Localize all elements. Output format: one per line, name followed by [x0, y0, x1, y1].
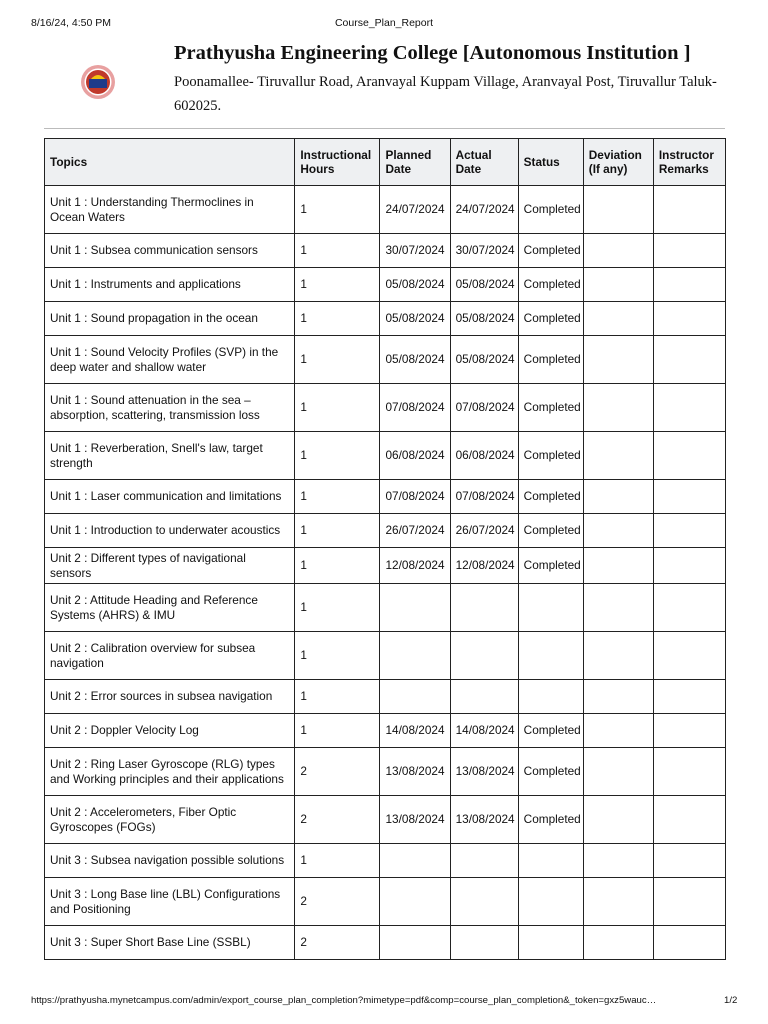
cell-hours: 1 [295, 186, 380, 234]
header-topics: Topics [45, 139, 295, 186]
cell-remarks [653, 268, 725, 302]
college-header [44, 42, 726, 114]
cell-deviation [583, 680, 653, 714]
cell-planned: 05/08/2024 [380, 336, 450, 384]
cell-status: Completed [518, 514, 583, 548]
cell-planned [380, 878, 450, 926]
cell-deviation [583, 714, 653, 748]
cell-deviation [583, 432, 653, 480]
cell-status: Completed [518, 748, 583, 796]
cell-planned: 05/08/2024 [380, 268, 450, 302]
table-row [45, 432, 726, 480]
cell-planned: 06/08/2024 [380, 432, 450, 480]
table-row [45, 878, 726, 926]
cell-actual: 12/08/2024 [450, 548, 518, 584]
cell-hours: 2 [295, 796, 380, 844]
cell-planned [380, 926, 450, 960]
cell-status: Completed [518, 186, 583, 234]
header-planned-date: Planned Date [380, 139, 450, 186]
table-row [45, 384, 726, 432]
table-row [45, 480, 726, 514]
cell-actual: 06/08/2024 [450, 432, 518, 480]
header-actual-date: Actual Date [450, 139, 518, 186]
table-row [45, 796, 726, 844]
cell-planned: 26/07/2024 [380, 514, 450, 548]
cell-hours: 2 [295, 748, 380, 796]
cell-deviation [583, 926, 653, 960]
cell-actual [450, 878, 518, 926]
cell-status: Completed [518, 336, 583, 384]
cell-hours: 1 [295, 632, 380, 680]
cell-hours: 1 [295, 480, 380, 514]
print-header [0, 17, 768, 31]
cell-topic: Unit 1 : Instruments and applications [45, 268, 295, 302]
cell-planned: 07/08/2024 [380, 480, 450, 514]
cell-actual: 14/08/2024 [450, 714, 518, 748]
table-row [45, 926, 726, 960]
cell-hours: 1 [295, 714, 380, 748]
header-deviation: Deviation (If any) [583, 139, 653, 186]
cell-remarks [653, 384, 725, 432]
cell-status: Completed [518, 268, 583, 302]
cell-remarks [653, 584, 725, 632]
table-row [45, 714, 726, 748]
address-line-1: Poonamallee- Tiruvallur Road, Aranvayal Kuppam Village, Aranvayal Post, Tiruvallur Taluk- [174, 74, 717, 90]
cell-topic: Unit 1 : Understanding Thermoclines in Ocean Waters [45, 186, 295, 234]
college-seal-icon [80, 64, 116, 100]
table-row [45, 680, 726, 714]
cell-remarks [653, 302, 725, 336]
cell-status: Completed [518, 432, 583, 480]
cell-topic: Unit 2 : Accelerometers, Fiber Optic Gyroscopes (FOGs) [45, 796, 295, 844]
cell-actual: 24/07/2024 [450, 186, 518, 234]
cell-topic: Unit 2 : Ring Laser Gyroscope (RLG) types and Working principles and their applications [45, 748, 295, 796]
cell-deviation [583, 584, 653, 632]
cell-topic: Unit 1 : Introduction to underwater acoustics [45, 514, 295, 548]
cell-hours: 1 [295, 514, 380, 548]
table-row [45, 302, 726, 336]
cell-status [518, 680, 583, 714]
cell-planned: 24/07/2024 [380, 186, 450, 234]
cell-topic: Unit 2 : Error sources in subsea navigation [45, 680, 295, 714]
table-row [45, 844, 726, 878]
cell-planned [380, 680, 450, 714]
cell-deviation [583, 632, 653, 680]
cell-remarks [653, 748, 725, 796]
print-datetime: 8/16/24, 4:50 PM [31, 17, 111, 29]
cell-planned: 13/08/2024 [380, 796, 450, 844]
cell-remarks [653, 336, 725, 384]
cell-deviation [583, 480, 653, 514]
cell-deviation [583, 514, 653, 548]
cell-actual: 26/07/2024 [450, 514, 518, 548]
cell-remarks [653, 926, 725, 960]
cell-status [518, 844, 583, 878]
cell-status [518, 926, 583, 960]
cell-hours: 1 [295, 844, 380, 878]
cell-remarks [653, 514, 725, 548]
table-row [45, 632, 726, 680]
cell-deviation [583, 548, 653, 584]
table-row [45, 584, 726, 632]
cell-remarks [653, 432, 725, 480]
cell-topic: Unit 2 : Different types of navigational sensors [45, 548, 295, 584]
cell-status [518, 632, 583, 680]
header-remarks: Instructor Remarks [653, 139, 725, 186]
cell-deviation [583, 844, 653, 878]
cell-topic: Unit 3 : Super Short Base Line (SSBL) [45, 926, 295, 960]
cell-actual [450, 584, 518, 632]
cell-topic: Unit 1 : Sound propagation in the ocean [45, 302, 295, 336]
cell-actual: 05/08/2024 [450, 336, 518, 384]
cell-hours: 1 [295, 548, 380, 584]
table-row [45, 514, 726, 548]
cell-topic: Unit 3 : Long Base line (LBL) Configurations and Positioning [45, 878, 295, 926]
cell-topic: Unit 2 : Calibration overview for subsea navigation [45, 632, 295, 680]
college-name: Prathyusha Engineering College [Autonomous Institution ] [174, 42, 691, 64]
cell-topic: Unit 2 : Doppler Velocity Log [45, 714, 295, 748]
cell-deviation [583, 234, 653, 268]
cell-hours: 2 [295, 926, 380, 960]
cell-planned: 13/08/2024 [380, 748, 450, 796]
cell-remarks [653, 796, 725, 844]
cell-remarks [653, 234, 725, 268]
cell-deviation [583, 186, 653, 234]
cell-planned: 07/08/2024 [380, 384, 450, 432]
cell-remarks [653, 878, 725, 926]
cell-planned: 14/08/2024 [380, 714, 450, 748]
table-row [45, 234, 726, 268]
cell-actual [450, 926, 518, 960]
cell-hours: 1 [295, 268, 380, 302]
cell-deviation [583, 384, 653, 432]
cell-remarks [653, 548, 725, 584]
cell-hours: 2 [295, 878, 380, 926]
header-divider [44, 128, 725, 129]
table-row [45, 268, 726, 302]
page-url: https://prathyusha.mynetcampus.com/admin/export_course_plan_completion?mimetype=pdf&comp=course_plan_completion&_token=gxz5wauc… [31, 995, 657, 1006]
cell-hours: 1 [295, 234, 380, 268]
cell-topic: Unit 1 : Laser communication and limitations [45, 480, 295, 514]
cell-topic: Unit 3 : Subsea navigation possible solutions [45, 844, 295, 878]
cell-actual [450, 632, 518, 680]
cell-deviation [583, 878, 653, 926]
table-header-row [45, 139, 726, 186]
table-row [45, 748, 726, 796]
cell-deviation [583, 796, 653, 844]
table-body [45, 186, 726, 960]
cell-hours: 1 [295, 584, 380, 632]
address-line-2: 602025. [174, 98, 222, 114]
cell-status: Completed [518, 548, 583, 584]
cell-topic: Unit 1 : Reverberation, Snell's law, target strength [45, 432, 295, 480]
cell-remarks [653, 680, 725, 714]
cell-deviation [583, 336, 653, 384]
cell-status: Completed [518, 714, 583, 748]
print-title: Course_Plan_Report [334, 17, 434, 29]
cell-actual: 30/07/2024 [450, 234, 518, 268]
cell-planned: 30/07/2024 [380, 234, 450, 268]
course-plan-table [44, 138, 726, 960]
cell-remarks [653, 186, 725, 234]
cell-actual: 07/08/2024 [450, 480, 518, 514]
cell-deviation [583, 268, 653, 302]
cell-topic: Unit 1 : Sound attenuation in the sea – absorption, scattering, transmission loss [45, 384, 295, 432]
header-status: Status [518, 139, 583, 186]
table-row [45, 336, 726, 384]
cell-status: Completed [518, 302, 583, 336]
cell-actual: 13/08/2024 [450, 748, 518, 796]
cell-topic: Unit 1 : Subsea communication sensors [45, 234, 295, 268]
table-row [45, 548, 726, 584]
cell-remarks [653, 480, 725, 514]
cell-status [518, 878, 583, 926]
cell-status: Completed [518, 384, 583, 432]
cell-planned: 12/08/2024 [380, 548, 450, 584]
cell-planned [380, 844, 450, 878]
table-row [45, 186, 726, 234]
cell-hours: 1 [295, 680, 380, 714]
cell-planned: 05/08/2024 [380, 302, 450, 336]
cell-deviation [583, 302, 653, 336]
cell-status: Completed [518, 234, 583, 268]
page-number: 1/2 [724, 995, 738, 1006]
cell-status: Completed [518, 480, 583, 514]
cell-remarks [653, 632, 725, 680]
cell-status [518, 584, 583, 632]
cell-status: Completed [518, 796, 583, 844]
cell-actual: 13/08/2024 [450, 796, 518, 844]
cell-hours: 1 [295, 336, 380, 384]
cell-remarks [653, 714, 725, 748]
cell-topic: Unit 1 : Sound Velocity Profiles (SVP) in the deep water and shallow water [45, 336, 295, 384]
cell-hours: 1 [295, 302, 380, 336]
cell-hours: 1 [295, 432, 380, 480]
cell-topic: Unit 2 : Attitude Heading and Reference Systems (AHRS) & IMU [45, 584, 295, 632]
cell-actual [450, 844, 518, 878]
cell-deviation [583, 748, 653, 796]
cell-actual [450, 680, 518, 714]
cell-planned [380, 584, 450, 632]
cell-actual: 05/08/2024 [450, 268, 518, 302]
header-hours: Instructional Hours [295, 139, 380, 186]
cell-hours: 1 [295, 384, 380, 432]
cell-remarks [653, 844, 725, 878]
college-address [174, 70, 734, 118]
cell-actual: 05/08/2024 [450, 302, 518, 336]
cell-planned [380, 632, 450, 680]
cell-actual: 07/08/2024 [450, 384, 518, 432]
